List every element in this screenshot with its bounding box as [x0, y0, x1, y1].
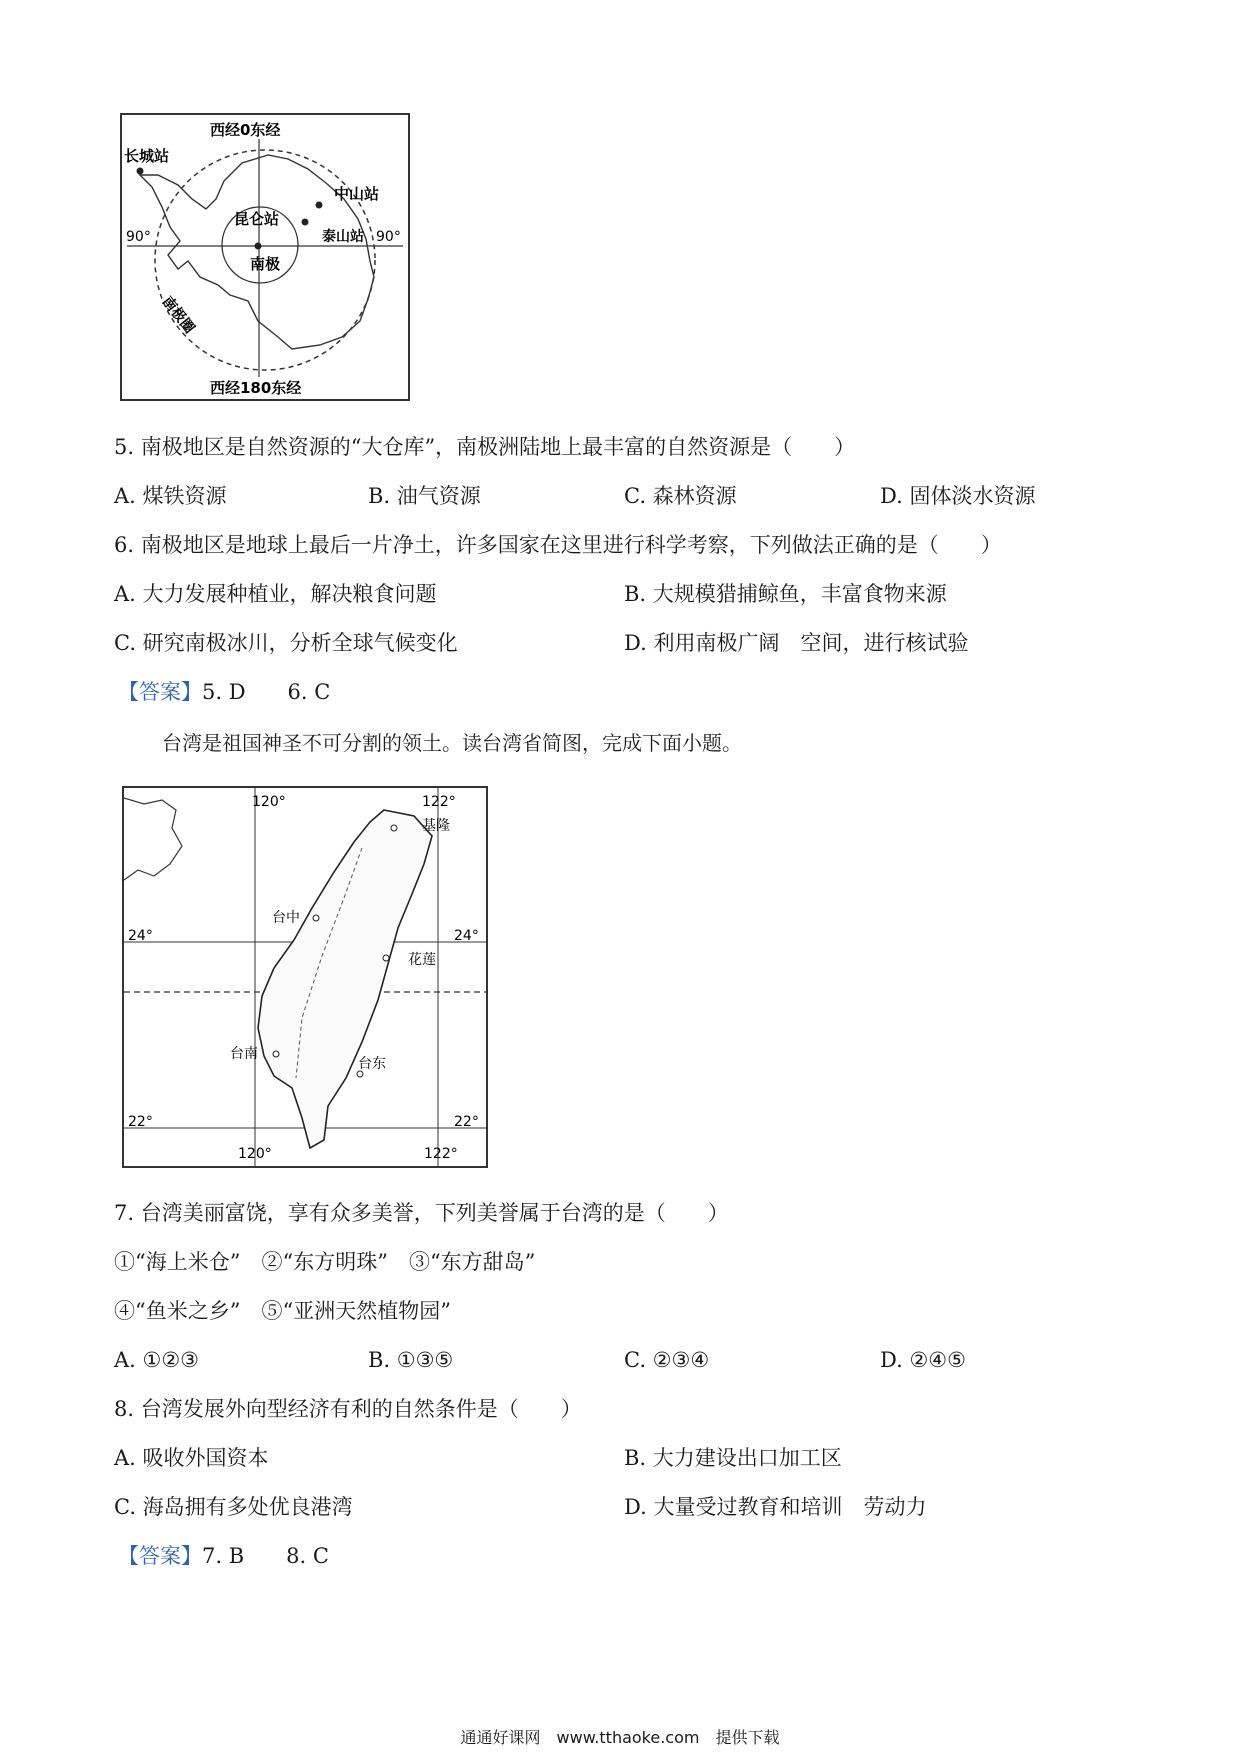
taishan-station-label: 泰山站 [322, 229, 364, 245]
taiwan-intro: 台湾是祖国神圣不可分割的领土。读台湾省简图，完成下面小题。 [162, 731, 742, 755]
hualien-label: 花莲 [408, 952, 436, 968]
question-7-option-a: A. ①②③ [114, 1348, 199, 1372]
question-6-option-d: D. 利用南极广阔 空间，进行核试验 [624, 631, 969, 655]
lon-122-bottom: 122° [424, 1146, 458, 1162]
answer-block-2 [118, 1542, 329, 1570]
question-7-items-2: ④“鱼米之乡” ⑤“亚洲天然植物园” [114, 1299, 451, 1323]
question-7-option-d: D. ②④⑤ [880, 1348, 966, 1372]
taiwan-island [258, 810, 432, 1148]
question-8-option-d: D. 大量受过教育和培训 劳动力 [624, 1495, 927, 1519]
question-7-option-b: B. ①③⑤ [368, 1348, 454, 1372]
taichung-label: 台中 [272, 910, 300, 926]
zhongshan-station-label: 中山站 [334, 185, 380, 203]
question-5-stem: 5. 南极地区是自然资源的“大仓库”，南极洲陆地上最丰富的自然资源是（ ） [114, 435, 856, 459]
question-8-option-a: A. 吸收外国资本 [114, 1446, 269, 1470]
answer-tag: 【答案】 [118, 680, 202, 704]
mainland-coast [124, 798, 182, 880]
question-6-option-a: A. 大力发展种植业，解决粮食问题 [114, 582, 437, 606]
lat-24-left: 24° [128, 928, 153, 944]
lat-22-right: 22° [454, 1114, 479, 1130]
question-8-option-b: B. 大力建设出口加工区 [624, 1446, 842, 1470]
left-longitude-label: 90° [126, 229, 151, 245]
antarctic-circle-label: 南极圈 [158, 293, 198, 337]
taitung-label: 台东 [358, 1056, 386, 1072]
question-6-option-c: C. 研究南极冰川，分析全球气候变化 [114, 631, 458, 655]
lon-120-bottom: 120° [238, 1146, 272, 1162]
tainan-label: 台南 [230, 1046, 258, 1062]
kunlun-station-label: 昆仑站 [234, 210, 280, 228]
answer-text: 7. B 8. C [202, 1544, 329, 1568]
question-7-stem: 7. 台湾美丽富饶，享有众多美誉，下列美誉属于台湾的是（ ） [114, 1201, 729, 1225]
taiwan-map [122, 786, 488, 1168]
taishan-station-dot [302, 219, 309, 226]
question-5-option-a: A. 煤铁资源 [114, 484, 227, 508]
lat-24-right: 24° [454, 928, 479, 944]
bottom-meridian-label: 西经180东经 [210, 379, 302, 397]
right-longitude-label: 90° [376, 229, 401, 245]
antarctica-map [120, 113, 410, 401]
answer-block-1 [118, 678, 330, 706]
keelung-label: 基隆 [422, 818, 450, 834]
answer-tag: 【答案】 [118, 1544, 202, 1568]
question-5-option-d: D. 固体淡水资源 [880, 484, 1036, 508]
question-7-option-c: C. ②③④ [624, 1348, 710, 1372]
lat-22-left: 22° [128, 1114, 153, 1130]
answer-text: 5. D 6. C [202, 680, 331, 704]
top-meridian-label: 西经0东经 [210, 121, 281, 139]
question-8-stem: 8. 台湾发展外向型经济有利的自然条件是（ ） [114, 1397, 582, 1421]
changcheng-station-label: 长城站 [124, 147, 170, 165]
changcheng-station-dot [137, 168, 144, 175]
south-pole-dot [255, 243, 262, 250]
zhongshan-station-dot [316, 202, 323, 209]
page-footer: 通通好课网 www.tthaoke.com 提供下载 [460, 1728, 780, 1747]
question-7-items-1: ①“海上米仓” ②“东方明珠” ③“东方甜岛” [114, 1250, 536, 1274]
question-6-option-b: B. 大规模猎捕鲸鱼，丰富食物来源 [624, 582, 947, 606]
lon-120-top: 120° [252, 794, 286, 810]
lon-122-top: 122° [422, 794, 456, 810]
question-5-option-c: C. 森林资源 [624, 484, 737, 508]
south-pole-label: 南极 [250, 255, 281, 273]
question-5-option-b: B. 油气资源 [368, 484, 481, 508]
question-6-stem: 6. 南极地区是地球上最后一片净土，许多国家在这里进行科学考察，下列做法正确的是（ ） [114, 533, 1002, 557]
question-8-option-c: C. 海岛拥有多处优良港湾 [114, 1495, 353, 1519]
